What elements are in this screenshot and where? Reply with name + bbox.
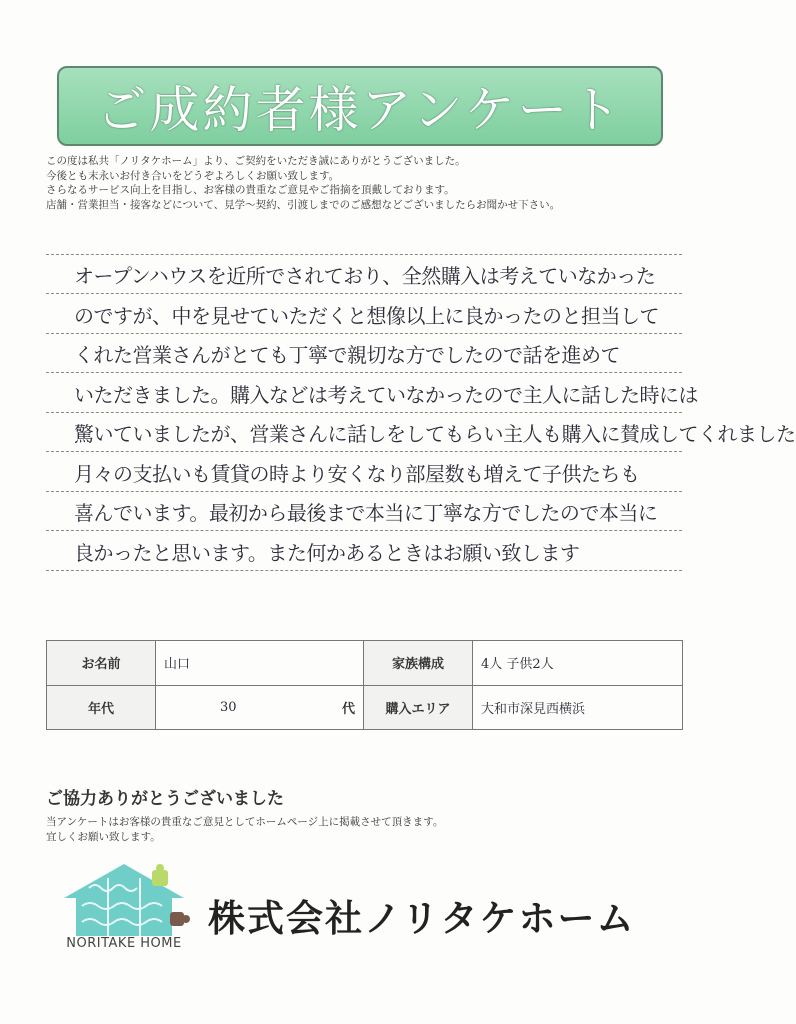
company-logo	[44, 858, 204, 978]
house-puzzle-icon	[44, 858, 204, 938]
age-suffix: 代	[341, 701, 355, 717]
comment-line	[46, 294, 682, 334]
logo-text: NORITAKE HOME	[66, 936, 182, 951]
name-label: お名前	[47, 641, 156, 686]
table-row	[47, 685, 683, 730]
comment-line	[46, 373, 698, 413]
footer-note: 宜しくお願い致します。	[46, 830, 161, 843]
survey-title: ご成約者様アンケート	[96, 81, 624, 139]
comment-area	[46, 215, 796, 571]
comment-text: 喜んでいます。最初から最後まで本当に丁寧な方でしたので本当に	[74, 501, 658, 525]
comment-text: 月々の支払いも賃貸の時より安くなり部屋数も増えて子供たちも	[74, 461, 640, 486]
intro-line: 今後とも末永いお付き合いをどうぞよろしくお願い致します。	[46, 169, 340, 182]
comment-text: いただきました。購入などは考えていなかったので主人に話した時には	[74, 382, 698, 407]
comment-text: 驚いていましたが、営業さんに話しをしてもらい主人も購入に賛成してくれました	[74, 422, 796, 446]
comment-text: 良かったと思います。また何かあるときはお願い致します	[74, 540, 580, 565]
intro-text	[46, 154, 696, 212]
age-value: 30	[220, 699, 237, 715]
comment-line	[46, 492, 682, 532]
table-row	[47, 641, 683, 686]
name-value: 山口	[156, 641, 364, 686]
comment-line	[46, 452, 682, 492]
comment-text: くれた営業さんがとても丁寧で親切な方でしたので話を進めて	[74, 343, 620, 367]
footer-notes	[46, 815, 443, 844]
area-label: 購入エリア	[364, 685, 473, 730]
footer-note: 当アンケートはお客様の貴重なご意見としてホームページ上に掲載させて頂きます。	[46, 816, 444, 828]
comment-line	[46, 531, 682, 571]
intro-line: さらなるサービス向上を目指し、お客様の貴重なご意見やご指摘を頂戴しております。	[46, 184, 455, 196]
family-value: 4人 子供2人	[473, 641, 683, 686]
company-name: 株式会社ノリタケホーム	[208, 897, 636, 940]
comment-line	[46, 334, 682, 374]
intro-line: この度は私共「ノリタケホーム」より、ご契約をいただき誠にありがとうございました。	[46, 155, 466, 167]
comment-text: オープンハウスを近所でされており、全然購入は考えていなかった	[74, 264, 656, 288]
customer-info-table	[46, 640, 683, 730]
thanks-heading: ご協力ありがとうございました	[46, 789, 284, 809]
age-label: 年代	[47, 685, 156, 730]
area-value: 大和市深見西横浜	[473, 685, 683, 730]
comment-line	[46, 255, 682, 295]
comment-text: のですが、中を見せていただくと想像以上に良かったのと担当して	[74, 303, 659, 328]
family-label: 家族構成	[364, 641, 473, 686]
intro-line: 店舗・営業担当・接客などについて、見学～契約、引渡しまでのご感想などございましたらお聞かせ下さい。	[46, 198, 561, 211]
survey-title-banner	[57, 66, 663, 146]
comment-line	[46, 215, 682, 255]
age-cell	[156, 685, 364, 730]
comment-line	[46, 413, 796, 453]
